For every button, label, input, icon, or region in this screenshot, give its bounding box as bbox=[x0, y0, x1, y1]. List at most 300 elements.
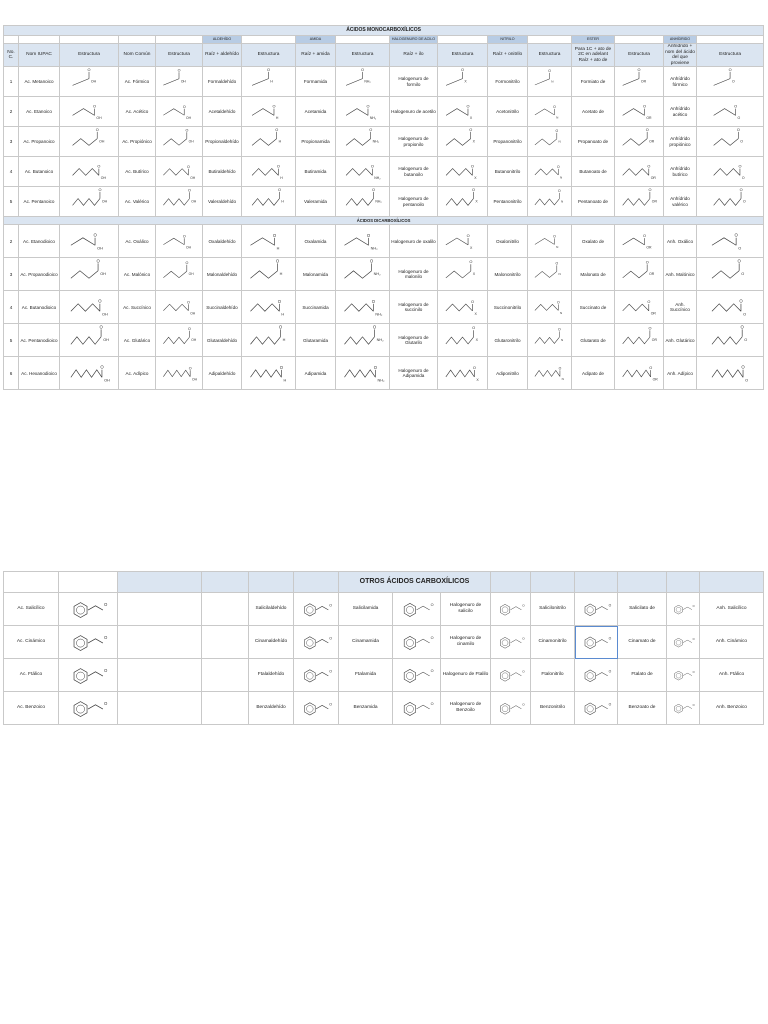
structure-cell bbox=[438, 225, 488, 258]
svg-text:O: O bbox=[100, 365, 104, 371]
derivative-name: Salicilaldehído bbox=[249, 593, 294, 626]
svg-text:X: X bbox=[470, 246, 473, 251]
acid-name: Ac. Ftálico bbox=[4, 659, 59, 692]
empty-cell bbox=[118, 659, 202, 692]
derivative-name: Valeraldehído bbox=[203, 187, 242, 217]
svg-text:O: O bbox=[185, 261, 189, 266]
svg-text:O: O bbox=[557, 189, 561, 194]
structure-cell bbox=[528, 127, 572, 157]
structure-cell bbox=[156, 67, 203, 97]
structure-cell bbox=[697, 324, 764, 357]
structure-cell bbox=[59, 659, 118, 692]
common-name: Ac. Succínico bbox=[119, 291, 156, 324]
svg-text:O: O bbox=[188, 188, 191, 193]
svg-text:O: O bbox=[104, 634, 108, 640]
structure-drawing bbox=[438, 291, 487, 323]
carbon-count: 3 bbox=[4, 127, 19, 157]
table-row bbox=[4, 692, 764, 725]
svg-text:O: O bbox=[99, 324, 103, 330]
svg-text:O: O bbox=[187, 165, 190, 170]
structure-drawing bbox=[615, 225, 663, 257]
derivative-name: Succinaldehído bbox=[203, 291, 242, 324]
svg-text:O: O bbox=[278, 188, 282, 193]
structure-drawing bbox=[575, 626, 617, 658]
svg-text:OH: OH bbox=[191, 338, 197, 343]
svg-text:O: O bbox=[104, 667, 108, 673]
structure-drawing bbox=[697, 291, 763, 323]
derivative-name: Formonitrilo bbox=[488, 67, 528, 97]
col-header: Anhídrido + nom del ácido del que proviene bbox=[665, 44, 695, 66]
structure-drawing bbox=[156, 127, 202, 156]
table-row bbox=[4, 97, 764, 127]
svg-text:H: H bbox=[281, 312, 285, 317]
structure-drawing bbox=[59, 593, 117, 625]
derivative-name: Halogenuro de oxalilo bbox=[390, 225, 438, 258]
svg-text:O: O bbox=[734, 233, 738, 239]
structure-cell bbox=[242, 324, 296, 357]
structure-drawing bbox=[393, 626, 440, 658]
svg-text:OH: OH bbox=[191, 199, 197, 204]
common-name: Ac. Malónico bbox=[119, 258, 156, 291]
structure-cell bbox=[336, 67, 390, 97]
structure-drawing bbox=[242, 225, 295, 257]
cat-anhidrido: ANHÍDRIDO bbox=[664, 36, 697, 44]
svg-text:X: X bbox=[469, 116, 473, 121]
cat-aldehido: ALDEHÍDO bbox=[203, 36, 242, 44]
svg-text:NH₂: NH₂ bbox=[370, 246, 378, 251]
derivative-name: Succinamida bbox=[296, 291, 336, 324]
structure-cell bbox=[697, 127, 764, 157]
structure-drawing bbox=[156, 97, 202, 126]
structure-cell bbox=[156, 187, 203, 217]
derivative-name: Benzaldehído bbox=[249, 692, 294, 725]
structure-drawing bbox=[156, 258, 202, 290]
structure-cell bbox=[438, 291, 488, 324]
derivative-name: Halogenuro de malonilo bbox=[390, 258, 438, 291]
derivative-name: Salicilamida bbox=[339, 593, 393, 626]
svg-text:O: O bbox=[98, 299, 102, 305]
svg-text:NH₂: NH₂ bbox=[364, 79, 371, 84]
derivative-name: Anh. Ftálico bbox=[700, 659, 764, 692]
svg-text:O: O bbox=[185, 128, 189, 133]
svg-text:O: O bbox=[553, 105, 556, 110]
svg-text:H: H bbox=[270, 79, 273, 84]
derivative-name: Halogenuro de succinilo bbox=[390, 291, 438, 324]
structure-cell bbox=[294, 692, 339, 725]
structure-drawing bbox=[242, 187, 295, 216]
svg-text:H: H bbox=[276, 246, 280, 251]
common-name: Ac. Butírico bbox=[119, 157, 156, 187]
svg-text:OH: OH bbox=[186, 116, 192, 121]
svg-text:O: O bbox=[472, 325, 476, 331]
svg-text:OH: OH bbox=[192, 377, 197, 382]
svg-text:O: O bbox=[643, 234, 646, 239]
structure-cell bbox=[438, 67, 488, 97]
structure-cell bbox=[60, 225, 119, 258]
table-row bbox=[4, 258, 764, 291]
table-row bbox=[4, 225, 764, 258]
derivative-name: Anh. Adípico bbox=[664, 357, 697, 390]
svg-text:O: O bbox=[608, 603, 612, 608]
structure-cell bbox=[491, 659, 531, 692]
derivative-name: Acetaldehído bbox=[203, 97, 242, 127]
svg-text:O: O bbox=[470, 165, 474, 170]
derivative-name: Propanoato de bbox=[572, 127, 615, 157]
derivative-name: Benzamida bbox=[339, 692, 393, 725]
derivative-name: Benzonitrilo bbox=[531, 692, 575, 725]
derivative-name: Halogenuro de Benzoilo bbox=[441, 692, 491, 725]
carbon-count: 5 bbox=[4, 187, 19, 217]
common-name: Ac. Acético bbox=[119, 97, 156, 127]
col-header: Estructura bbox=[438, 44, 488, 67]
structure-cell bbox=[242, 157, 296, 187]
structure-drawing bbox=[336, 357, 389, 389]
structure-cell bbox=[294, 593, 339, 626]
derivative-name: Halogenuro de formilo bbox=[390, 67, 438, 97]
svg-text:O: O bbox=[738, 246, 742, 251]
structure-drawing bbox=[667, 659, 699, 691]
structure-drawing bbox=[615, 157, 663, 186]
svg-text:N: N bbox=[561, 377, 564, 382]
structure-drawing bbox=[60, 258, 118, 290]
structure-cell bbox=[615, 97, 664, 127]
col-header: Estructura bbox=[60, 44, 119, 67]
iupac-name: Ac. Propanoico bbox=[19, 127, 60, 157]
table-row bbox=[4, 291, 764, 324]
derivative-name: Cinamamida bbox=[339, 626, 393, 659]
svg-text:OR: OR bbox=[649, 272, 655, 277]
svg-text:O: O bbox=[643, 105, 646, 110]
svg-text:O: O bbox=[738, 165, 742, 170]
svg-text:OH: OH bbox=[90, 79, 97, 84]
structure-cell bbox=[156, 127, 203, 157]
col-header: Estructura bbox=[697, 44, 764, 67]
svg-text:O: O bbox=[366, 105, 370, 110]
svg-text:O: O bbox=[329, 603, 332, 608]
structure-drawing bbox=[336, 97, 389, 126]
svg-text:O: O bbox=[329, 636, 332, 641]
derivative-name: Acetato de bbox=[572, 97, 615, 127]
svg-text:OH: OH bbox=[100, 272, 106, 277]
svg-text:N: N bbox=[558, 139, 561, 144]
structure-cell bbox=[60, 357, 119, 390]
derivative-name: Butanoato de bbox=[572, 157, 615, 187]
structure-drawing bbox=[438, 67, 487, 96]
structure-cell bbox=[615, 157, 664, 187]
structure-cell bbox=[438, 157, 488, 187]
svg-text:O: O bbox=[555, 261, 559, 266]
acid-name: Ac. Cinámico bbox=[4, 626, 59, 659]
structure-cell bbox=[438, 357, 488, 390]
derivative-name: Glutarato de bbox=[572, 324, 615, 357]
svg-text:O: O bbox=[728, 68, 732, 73]
structure-drawing bbox=[697, 187, 763, 216]
structure-cell bbox=[336, 324, 390, 357]
svg-text:X: X bbox=[474, 312, 477, 317]
svg-text:O: O bbox=[430, 702, 434, 707]
svg-text:NH₂: NH₂ bbox=[375, 312, 383, 317]
structure-drawing bbox=[60, 157, 118, 186]
structure-drawing bbox=[697, 225, 763, 257]
structure-drawing bbox=[336, 291, 389, 323]
structure-drawing bbox=[528, 357, 571, 389]
derivative-name: Malonamida bbox=[296, 258, 336, 291]
svg-text:OR: OR bbox=[650, 312, 656, 317]
svg-text:O: O bbox=[732, 79, 735, 84]
structure-cell bbox=[575, 692, 618, 725]
structure-cell bbox=[156, 258, 203, 291]
svg-text:N: N bbox=[551, 79, 554, 84]
svg-text:O: O bbox=[279, 365, 284, 371]
structure-drawing bbox=[667, 692, 699, 724]
structure-cell bbox=[615, 324, 664, 357]
svg-text:O: O bbox=[740, 139, 743, 144]
svg-text:O: O bbox=[466, 105, 470, 110]
structure-drawing bbox=[242, 258, 295, 290]
derivative-name: Benzoato de bbox=[618, 692, 667, 725]
structure-drawing bbox=[528, 324, 571, 356]
carbon-count: 2 bbox=[4, 97, 19, 127]
structure-drawing bbox=[491, 659, 530, 691]
structure-drawing bbox=[528, 67, 571, 96]
structure-drawing bbox=[615, 357, 663, 389]
structure-cell bbox=[615, 258, 664, 291]
structure-drawing bbox=[60, 67, 118, 96]
svg-text:N: N bbox=[556, 245, 559, 250]
svg-text:H: H bbox=[275, 116, 279, 121]
structure-drawing bbox=[60, 357, 118, 389]
structure-drawing bbox=[156, 291, 202, 323]
carbon-count: 1 bbox=[4, 67, 19, 97]
structure-cell bbox=[438, 258, 488, 291]
svg-text:OR: OR bbox=[640, 79, 647, 84]
svg-text:O: O bbox=[553, 234, 556, 239]
derivative-name: Cinamonitrilo bbox=[531, 626, 575, 659]
svg-text:O: O bbox=[466, 233, 470, 239]
structure-cell bbox=[60, 258, 119, 291]
structure-drawing bbox=[60, 97, 118, 126]
derivative-name: Anh. Cinámico bbox=[700, 626, 764, 659]
structure-cell bbox=[697, 258, 764, 291]
derivative-name: Cinamaldehído bbox=[249, 626, 294, 659]
structure-cell bbox=[156, 97, 203, 127]
derivative-name: Halogenuro de acetilo bbox=[390, 97, 438, 127]
svg-text:O: O bbox=[647, 165, 651, 170]
empty-cell bbox=[202, 659, 249, 692]
derivative-name: Acetonitrilo bbox=[488, 97, 528, 127]
structure-drawing bbox=[60, 225, 118, 257]
svg-text:O: O bbox=[370, 165, 374, 170]
iupac-name: Ac. Butanodioico bbox=[19, 291, 60, 324]
svg-text:N: N bbox=[558, 272, 561, 277]
structure-drawing bbox=[697, 258, 763, 290]
derivative-name: Butiramida bbox=[296, 157, 336, 187]
structure-drawing bbox=[491, 692, 530, 724]
structure-cell bbox=[60, 187, 119, 217]
structure-cell bbox=[336, 157, 390, 187]
svg-text:OH: OH bbox=[101, 199, 108, 204]
structure-drawing bbox=[697, 157, 763, 186]
structure-cell bbox=[336, 357, 390, 390]
structure-drawing bbox=[60, 127, 118, 156]
structure-drawing bbox=[59, 692, 117, 724]
structure-drawing bbox=[575, 692, 617, 724]
svg-text:O: O bbox=[522, 603, 525, 608]
cat-amida: AMIDA bbox=[296, 36, 336, 44]
structure-cell bbox=[575, 593, 618, 626]
svg-text:O: O bbox=[637, 68, 641, 73]
empty-cell bbox=[202, 692, 249, 725]
derivative-name: Oxalamida bbox=[296, 225, 336, 258]
structure-cell bbox=[242, 291, 296, 324]
derivative-name: Adipato de bbox=[572, 357, 615, 390]
svg-text:O: O bbox=[272, 105, 276, 110]
svg-text:O: O bbox=[104, 601, 108, 607]
structure-cell bbox=[528, 67, 572, 97]
structure-cell bbox=[156, 357, 203, 390]
svg-text:O: O bbox=[741, 365, 745, 371]
derivative-name: Anh. Oxálico bbox=[664, 225, 697, 258]
structure-drawing bbox=[615, 291, 663, 323]
svg-text:O: O bbox=[739, 299, 743, 305]
derivative-name: Propionaldehído bbox=[203, 127, 242, 157]
svg-text:O: O bbox=[648, 188, 652, 193]
svg-text:O: O bbox=[471, 299, 475, 305]
svg-text:O: O bbox=[608, 669, 612, 674]
structure-cell bbox=[491, 692, 531, 725]
col-header: Estructura bbox=[336, 44, 390, 67]
svg-text:O: O bbox=[372, 324, 377, 330]
table-row bbox=[4, 324, 764, 357]
cat-nitrilo: NITRILO bbox=[488, 36, 528, 44]
structure-cell bbox=[336, 291, 390, 324]
other-title: OTROS ÁCIDOS CARBOXÍLICOS bbox=[339, 572, 491, 593]
derivative-name: Halogenuro de Ftalilo bbox=[441, 659, 491, 692]
structure-drawing bbox=[438, 127, 487, 156]
svg-text:OR: OR bbox=[650, 176, 656, 181]
svg-text:O: O bbox=[556, 165, 560, 170]
svg-text:O: O bbox=[645, 260, 649, 265]
derivative-name: Anh. Salicílico bbox=[700, 593, 764, 626]
svg-text:H: H bbox=[280, 176, 283, 181]
structure-cell bbox=[336, 225, 390, 258]
col-header: Estructura bbox=[242, 44, 296, 67]
structure-cell bbox=[393, 626, 441, 659]
svg-text:O: O bbox=[469, 259, 473, 265]
derivative-name: Oxalaldehído bbox=[203, 225, 242, 258]
derivative-name: Formamida bbox=[296, 67, 336, 97]
structure-drawing bbox=[294, 692, 338, 724]
svg-text:O: O bbox=[93, 105, 97, 110]
svg-text:O: O bbox=[548, 69, 551, 74]
structure-cell bbox=[60, 67, 119, 97]
svg-text:O: O bbox=[743, 312, 747, 317]
carbon-count: 3 bbox=[4, 258, 19, 291]
structure-drawing bbox=[528, 258, 571, 290]
structure-drawing bbox=[242, 357, 295, 389]
structure-drawing bbox=[615, 97, 663, 126]
carbon-count: 5 bbox=[4, 324, 19, 357]
svg-text:O: O bbox=[647, 300, 651, 305]
derivative-name: Anh. Glutárico bbox=[664, 324, 697, 357]
derivative-name: Salicilonitrilo bbox=[531, 593, 575, 626]
derivative-name: Ftalamida bbox=[339, 659, 393, 692]
derivative-name: Propanonitrilo bbox=[488, 127, 528, 157]
structure-cell bbox=[697, 357, 764, 390]
svg-text:O: O bbox=[472, 365, 476, 371]
structure-cell bbox=[59, 593, 118, 626]
svg-text:X: X bbox=[472, 272, 476, 277]
structure-drawing bbox=[336, 258, 389, 290]
table-row bbox=[4, 157, 764, 187]
svg-text:O: O bbox=[745, 378, 749, 383]
derivative-name: Butanonitrilo bbox=[488, 157, 528, 187]
structure-drawing bbox=[697, 67, 763, 96]
svg-text:OH: OH bbox=[188, 272, 194, 277]
structure-drawing bbox=[528, 127, 571, 156]
svg-text:O: O bbox=[740, 324, 744, 330]
svg-text:O: O bbox=[329, 702, 332, 707]
structure-cell bbox=[615, 67, 664, 97]
derivative-name: Anhídrido valérico bbox=[664, 187, 697, 217]
structure-cell bbox=[697, 97, 764, 127]
svg-text:O: O bbox=[739, 188, 743, 193]
carbon-count: 4 bbox=[4, 157, 19, 187]
derivative-name: Formiato de bbox=[572, 67, 615, 97]
svg-text:O: O bbox=[372, 188, 376, 193]
svg-text:O: O bbox=[692, 605, 695, 609]
svg-text:OR: OR bbox=[646, 246, 652, 251]
derivative-name: Valeramida bbox=[296, 187, 336, 217]
structure-drawing bbox=[393, 593, 440, 625]
acid-name: Ac. Salicílico bbox=[4, 593, 59, 626]
carbon-count: 6 bbox=[4, 357, 19, 390]
svg-text:OR: OR bbox=[649, 139, 655, 144]
structure-drawing bbox=[491, 626, 530, 658]
structure-drawing bbox=[438, 187, 487, 216]
svg-text:O: O bbox=[188, 366, 192, 371]
structure-drawing bbox=[242, 324, 295, 356]
structure-drawing bbox=[528, 291, 571, 323]
structure-drawing bbox=[59, 626, 117, 658]
structure-drawing bbox=[156, 157, 202, 186]
svg-text:O: O bbox=[278, 324, 283, 330]
structure-cell bbox=[667, 593, 700, 626]
svg-text:OH: OH bbox=[102, 312, 108, 317]
structure-cell bbox=[615, 187, 664, 217]
col-header: Estructura bbox=[615, 44, 664, 67]
svg-text:NH₂: NH₂ bbox=[375, 199, 382, 204]
common-name: Ac. Adípico bbox=[119, 357, 156, 390]
svg-text:O: O bbox=[373, 365, 378, 371]
structure-cell bbox=[615, 291, 664, 324]
structure-cell bbox=[528, 157, 572, 187]
svg-text:OR: OR bbox=[646, 116, 652, 121]
svg-text:O: O bbox=[95, 128, 99, 133]
svg-text:NH₂: NH₂ bbox=[374, 176, 381, 181]
svg-text:O: O bbox=[97, 165, 101, 170]
structure-cell bbox=[336, 187, 390, 217]
derivative-name: Succinato de bbox=[572, 291, 615, 324]
derivative-name: Glutaramida bbox=[296, 324, 336, 357]
derivative-name: Acetamida bbox=[296, 97, 336, 127]
svg-text:X: X bbox=[472, 139, 475, 144]
col-header: Estructura bbox=[156, 44, 203, 67]
structure-drawing bbox=[615, 258, 663, 290]
svg-text:O: O bbox=[369, 258, 374, 264]
structure-cell bbox=[156, 291, 203, 324]
svg-text:O: O bbox=[742, 199, 746, 204]
